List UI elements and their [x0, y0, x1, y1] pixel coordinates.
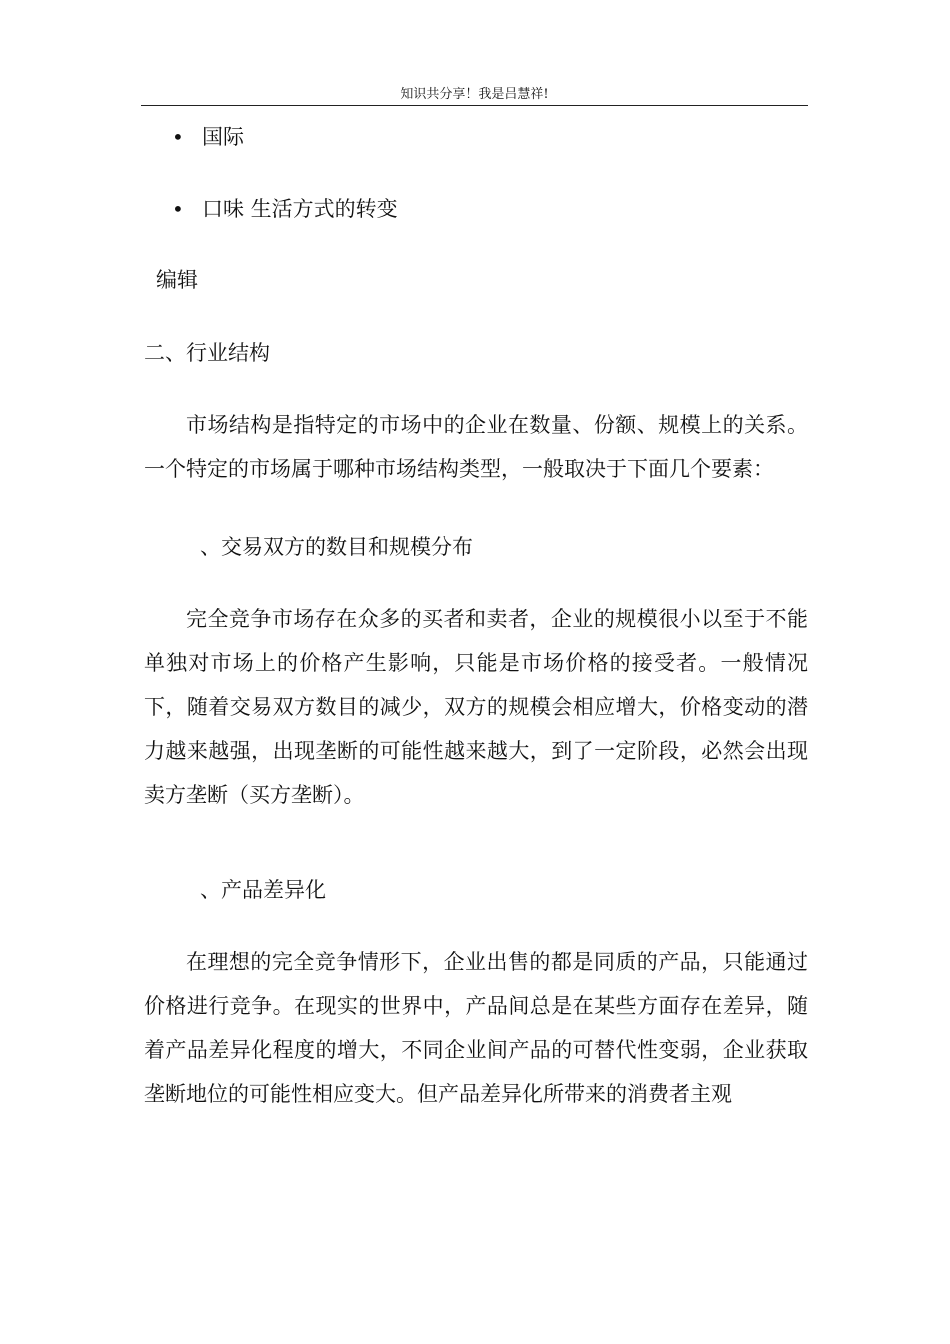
paragraph-trade-parties: 完全竞争市场存在众多的买者和卖者，企业的规模很小以至于不能单独对市场上的价格产生影响，只能是市场价格的接受者。一般情况下，随着交易双方数目的减少，双方的规模会相应增大，价格变动的潜力越来越强，出现垄断的可能性越来越大，到了一定阶段，必然会出现卖方垄断（买方垄断）。 — [144, 607, 808, 807]
bullet-icon: • — [172, 125, 184, 149]
subheading-trade-parties: 、交易双方的数目和规模分布 — [200, 535, 473, 559]
bullet-text: 口味 生活方式的转变 — [202, 197, 398, 221]
intro-paragraph: 市场结构是指特定的市场中的企业在数量、份额、规模上的关系。一个特定的市场属于哪种市场结构类型，一般取决于下面几个要素： — [144, 413, 808, 481]
section-heading: 二、行业结构 — [144, 341, 270, 365]
bullet-text: 国际 — [202, 125, 244, 149]
edit-link[interactable]: 编辑 — [156, 268, 198, 292]
bullet-item — [172, 194, 398, 224]
subheading-product-differentiation: 、产品差异化 — [200, 878, 326, 902]
bullet-icon: • — [172, 197, 184, 221]
page-header: 知识共分享！我是吕慧祥! — [400, 87, 549, 102]
header-rule — [141, 105, 808, 106]
bullet-item — [172, 122, 244, 152]
paragraph-product-differentiation: 在理想的完全竞争情形下，企业出售的都是同质的产品，只能通过价格进行竞争。在现实的世界中，产品间总是在某些方面存在差异，随着产品差异化程度的增大，不同企业间产品的可替代性变弱，企业获取垄断地位的可能性相应变大。但产品差异化所带来的消费者主观 — [144, 950, 808, 1106]
